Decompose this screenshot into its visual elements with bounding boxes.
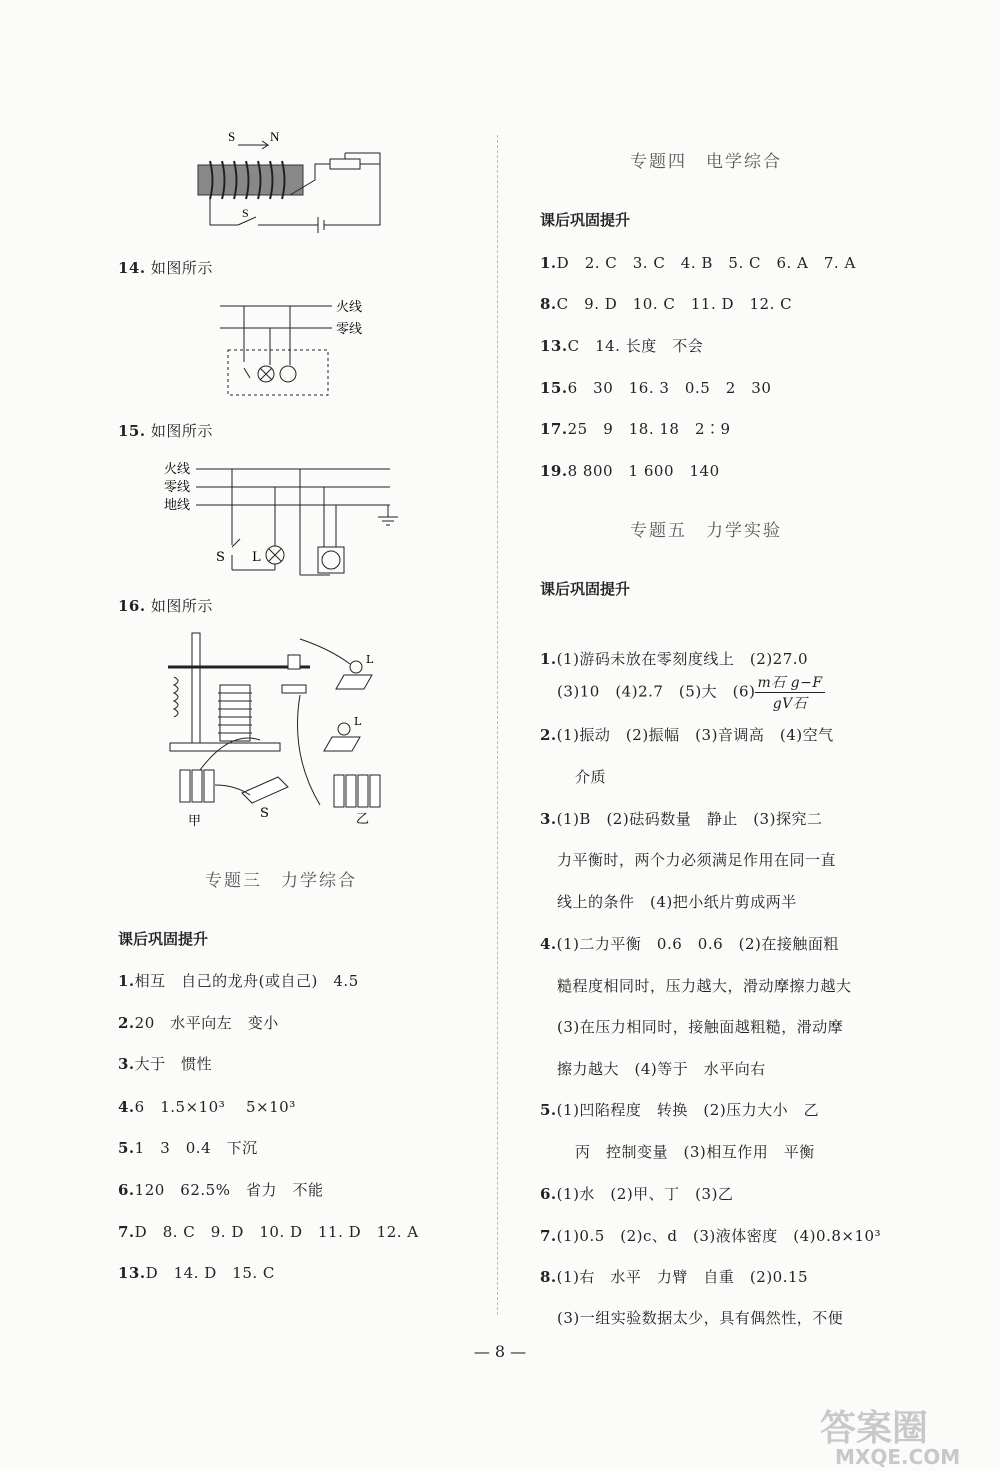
lamp-l2-label: L [354,715,362,728]
answer-line: 17.25 9 18. 18 2∶9 [540,420,731,438]
south-pole-label: S [228,129,236,144]
page-number: — 8 — [473,1342,527,1361]
answer-line: 4.6 1.5×10³ 5×10³ [118,1098,296,1116]
svg-text:S: S [242,206,249,220]
answer-line: 介质 [575,768,607,786]
q14-label: 14. 如图所示 [118,259,213,277]
answer-line: 3.(1)B (2)砝码数量 静止 (3)探究二 [540,810,823,828]
electromagnetic-relay-figure [160,625,390,830]
answer-line: 13.C 14. 长度 不会 [540,337,704,355]
answer-line: 4.(1)二力平衡 0.6 0.6 (2)在接触面粗 [540,935,839,953]
section-4-subtitle: 课后巩固提升 [540,211,631,229]
answer-line: (3)在压力相同时，接触面越粗糙，滑动摩 [557,1018,844,1036]
circuit-jia-label: 甲 [188,814,202,829]
household-circuit-figure-14 [220,290,380,400]
answer-line: 力平衡时，两个力必须满足作用在同一直 [557,851,837,869]
answer-line: 8.(1)右 水平 力臂 自重 (2)0.15 [540,1268,809,1286]
answer-line: 擦力越大 (4)等于 水平向右 [557,1060,766,1078]
answer-line: 1.D 2. C 3. C 4. B 5. C 6. A 7. A [540,254,856,272]
column-divider [497,135,498,1315]
lamp-l1-label: L [366,653,374,666]
answer-line: 2.20 水平向左 变小 [118,1014,279,1032]
household-circuit-figure-15 [160,455,410,580]
watermark-logo: 答案圈 [820,1408,929,1449]
answer-line: 15.6 30 16. 3 0.5 2 30 [540,379,772,397]
answer-line: 19.8 800 1 600 140 [540,462,720,480]
solenoid-circuit-figure [190,125,410,235]
answer-line: 2.(1)振动 (2)振幅 (3)音调高 (4)空气 [540,726,834,744]
section-5-title: 专题五 力学实验 [630,521,782,541]
answer-line: (3)一组实验数据太少，具有偶然性，不便 [557,1309,844,1327]
answer-line: 丙 控制变量 (3)相互作用 平衡 [575,1143,815,1161]
lamp-l-label: L [252,550,261,565]
switch-s-label: S [216,550,225,565]
q15-label: 15. 如图所示 [118,422,213,440]
live-label: 火线 [164,462,191,477]
answer-line: 6.120 62.5% 省力 不能 [118,1181,324,1199]
answer-line: 13.D 14. D 15. C [118,1264,275,1282]
answer-line: 1.(1)游码未放在零刻度线上 (2)27.0 [540,650,809,668]
circuit-yi-label: 乙 [356,812,370,827]
section-5-subtitle: 课后巩固提升 [540,580,631,598]
section-3-subtitle: 课后巩固提升 [118,930,209,948]
answer-line: (3)10 (4)2.7 (5)大 (6) $\frac{\text{m石 g−F}}{\text{gV石}}$ [557,672,825,713]
answer-line: 7.(1)0.5 (2)c、d (3)液体密度 (4)0.8×10³ [540,1227,882,1245]
answer-line: 5.(1)凹陷程度 转换 (2)压力大小 乙 [540,1101,820,1119]
answer-line: 3.大于 惯性 [118,1055,213,1073]
live-wire-label: 火线 [336,300,363,315]
answer-line: 7.D 8. C 9. D 10. D 11. D 12. A [118,1223,419,1241]
section-3-title: 专题三 力学综合 [205,871,357,891]
neutral-wire-label: 零线 [336,322,363,337]
north-pole-label: N [270,129,280,144]
answer-line: 5.1 3 0.4 下沉 [118,1139,258,1157]
watermark-url: MXQE.COM [835,1445,961,1469]
switch-s-label-16: S [260,806,269,821]
answer-line: 线上的条件 (4)把小纸片剪成两半 [557,893,797,911]
answer-line: 8.C 9. D 10. C 11. D 12. C [540,295,793,313]
answer-line: 糙程度相同时，压力越大，滑动摩擦力越大 [557,977,852,995]
q16-label: 16. 如图所示 [118,597,213,615]
answer-line: 6.(1)水 (2)甲、丁 (3)乙 [540,1185,734,1203]
ground-label: 地线 [164,498,191,513]
density-formula: $\frac{\text{m石 g−F}}{\text{gV石}}$ [755,672,824,713]
neutral-label: 零线 [164,480,191,495]
section-4-title: 专题四 电学综合 [630,152,782,172]
answer-line: 1.相互 自己的龙舟(或自己) 4.5 [118,972,359,990]
